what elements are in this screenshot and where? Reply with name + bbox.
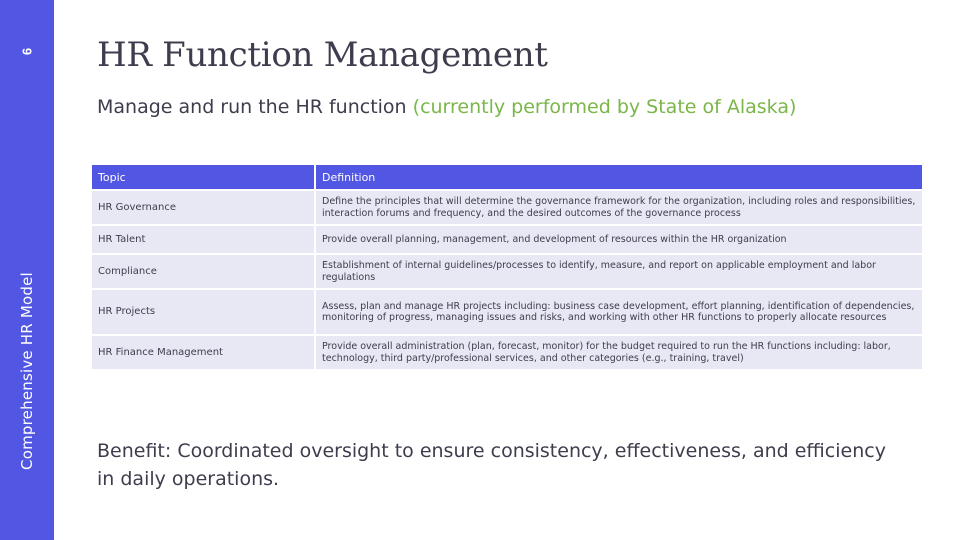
page-number: 6 [19,47,35,56]
row-definition: Assess, plan and manage HR projects including: business case development, effort planning, identification of dependencies, monitoring of progress, managing issues and risks, and working with other HR functions to properly allocate resources [316,290,922,334]
row-definition: Define the principles that will determine the governance framework for the organization, including roles and responsibilities, interaction forums and frequency, and the desired outcomes of the governance process [316,191,922,224]
row-definition: Establishment of internal guidelines/processes to identify, measure, and report on applicable employment and labor regulations [316,255,922,288]
table-header-row [92,165,922,189]
sidebar-label: Comprehensive HR Model [18,272,36,470]
table-row [92,336,922,369]
row-definition: Provide overall administration (plan, forecast, monitor) for the budget required to run the HR functions including: labor, technology, third party/professional services, and other categories (e.g., training, travel) [316,336,922,369]
row-topic: HR Talent [92,226,314,253]
topic-definition-table [90,163,924,371]
subtitle-main: Manage and run the HR function [97,96,407,118]
table-row [92,290,922,334]
subtitle [97,96,796,118]
row-definition: Provide overall planning, management, and development of resources within the HR organization [316,226,922,253]
header-definition: Definition [316,165,922,189]
benefit-text: Benefit: Coordinated oversight to ensure consistency, effectiveness, and efficiency in daily operations. [97,440,886,490]
row-topic: HR Projects [92,290,314,334]
table-row [92,191,922,224]
table-row [92,226,922,253]
header-topic: Topic [92,165,314,189]
subtitle-accent: (currently performed by State of Alaska) [412,96,797,118]
page-title: HR Function Management [97,35,548,75]
row-topic: Compliance [92,255,314,288]
row-topic: HR Governance [92,191,314,224]
sidebar [0,0,54,540]
table-row [92,255,922,288]
row-topic: HR Finance Management [92,336,314,369]
